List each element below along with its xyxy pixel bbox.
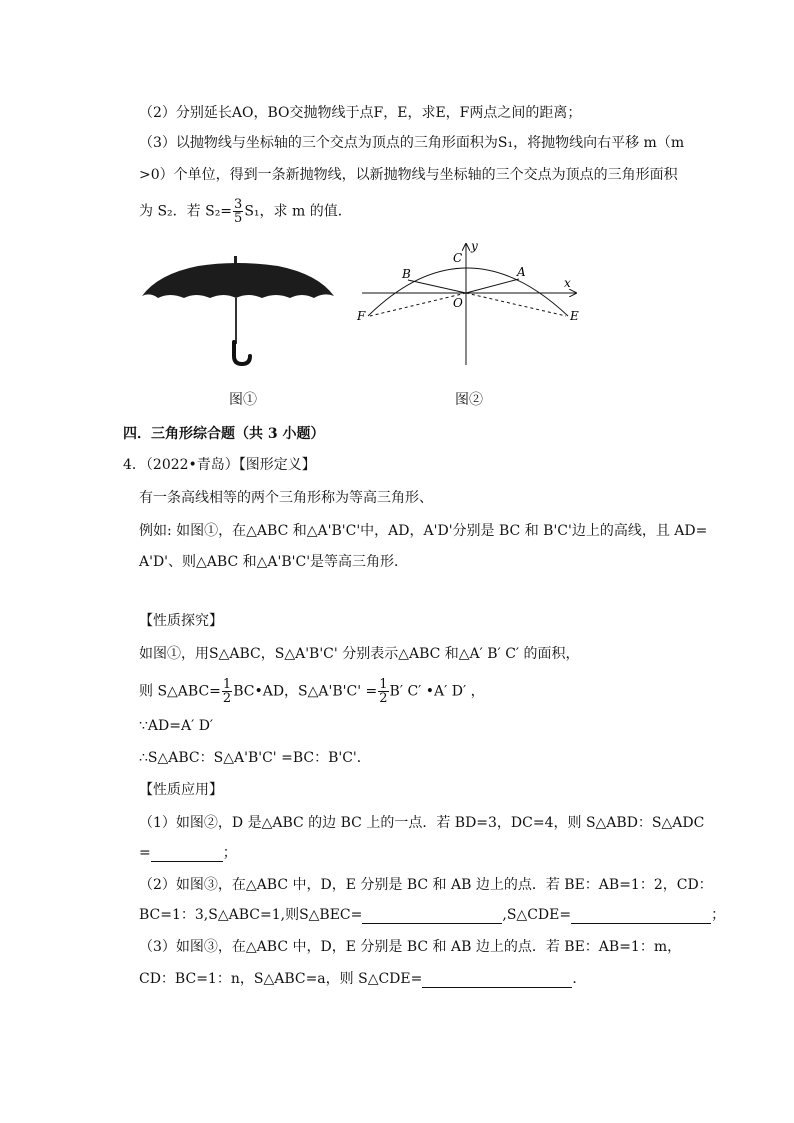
q3-part3-line1: （3）以抛物线与坐标轴的三个交点为顶点的三角形面积为S₁，将抛物线向右平移 m（m xyxy=(139,135,685,151)
explore-line2-pre: 则 S△ABC= xyxy=(139,683,221,700)
apply-2-line2 xyxy=(139,906,725,924)
label-F: F xyxy=(357,309,366,323)
apply-2-end: ； xyxy=(711,907,726,923)
q4-example-line1: 例如: 如图①，在△ABC 和△A'B'C'中，AD，A'D'分别是 BC 和 B'C'边上的高线，且 AD= xyxy=(139,523,708,539)
apply-3-line2 xyxy=(139,970,586,988)
answer-blank-3[interactable] xyxy=(422,973,572,988)
apply-1-line1: （1）如图②，D 是△ABC 的边 BC 上的一点．若 BD=3，DC=4，则 S△ABD：S△ADC xyxy=(139,815,705,831)
fraction-three-fifths xyxy=(233,198,243,225)
umbrella-image xyxy=(138,252,338,372)
q3-part3-line3 xyxy=(139,198,352,225)
apply-3-pre: CD：BC=1：n，S△ABC=a，则 S△CDE= xyxy=(139,971,423,987)
answer-blank-2b[interactable] xyxy=(571,909,711,924)
q3-part3-line3-pre: 为 S₂．若 S₂= xyxy=(139,203,233,220)
parabola-diagram xyxy=(356,240,586,368)
fraction-numerator: 1 xyxy=(379,677,388,692)
fraction-denominator: 5 xyxy=(234,211,243,226)
label-x: x xyxy=(564,276,571,290)
apply-3-end: ． xyxy=(572,971,587,987)
apply-1-equals: = xyxy=(139,845,151,861)
apply-2-pre: BC=1：3,S△ABC=1,则S△BEC= xyxy=(139,907,363,923)
segment-OB xyxy=(408,280,466,293)
label-E: E xyxy=(570,309,579,323)
property-apply-title: 【性质应用】 xyxy=(139,782,223,798)
figure-2-caption: 图② xyxy=(455,392,483,408)
apply-2-line1: （2）如图③，在△ABC 中，D，E 分别是 BC 和 AB 边上的点．若 BE：AB=1：2，CD： xyxy=(139,877,713,893)
umbrella-handle xyxy=(234,342,250,364)
apply-1-line2 xyxy=(139,844,237,862)
label-A: A xyxy=(517,265,526,279)
fraction-denominator: 2 xyxy=(379,691,388,706)
figure-1-caption: 图① xyxy=(229,392,257,408)
fraction-numerator: 1 xyxy=(222,677,232,692)
label-B: B xyxy=(402,267,411,281)
explore-line1: 如图①，用S△ABC，S△A'B'C' 分别表示△ABC 和△A′ B′ C′ 的面积， xyxy=(139,646,580,662)
fraction-one-half xyxy=(222,678,232,705)
apply-1-end: ； xyxy=(222,845,237,861)
explore-line2 xyxy=(139,678,485,705)
q4-source: 4．（2022•青岛）【图形定义】 xyxy=(123,457,316,473)
answer-blank-1[interactable] xyxy=(151,847,223,862)
explore-line4: ∴S△ABC：S△A'B'C' =BC：B'C'． xyxy=(139,750,371,766)
umbrella-canopy xyxy=(142,263,334,298)
fraction-one-half-2 xyxy=(378,678,388,705)
explore-line2-post: B′ C′ •A′ D′ ， xyxy=(389,683,485,700)
q4-example-line2: A'D'、则△ABC 和△A'B'C'是等高三角形． xyxy=(139,554,409,570)
umbrella-shaft xyxy=(235,298,237,344)
q3-part3-line3-post: S₁，求 m 的值． xyxy=(244,203,352,220)
segment-OE-dashed xyxy=(466,293,566,316)
property-explore-title: 【性质探究】 xyxy=(139,613,223,629)
q3-part3-line2: >0）个单位，得到一条新抛物线，以新抛物线与坐标轴的三个交点为顶点的三角形面积 xyxy=(139,167,678,183)
label-O: O xyxy=(453,296,463,310)
fraction-numerator: 3 xyxy=(234,197,243,212)
apply-2-mid: ,S△CDE= xyxy=(502,907,572,923)
label-C: C xyxy=(453,251,463,265)
q3-part2: （2）分别延长AO，BO交抛物线于点F，E，求E，F两点之间的距离； xyxy=(139,105,582,121)
label-y: y xyxy=(471,240,478,253)
fraction-denominator: 2 xyxy=(222,691,232,706)
segment-OA xyxy=(466,279,519,293)
answer-blank-2a[interactable] xyxy=(362,909,502,924)
section-heading: 四．三角形综合题（共 3 小题） xyxy=(123,426,325,442)
explore-line2-mid: BC•AD，S△A'B'C' = xyxy=(233,683,378,700)
q4-definition: 有一条高线相等的两个三角形称为等高三角形、 xyxy=(139,490,433,506)
apply-3-line1: （3）如图③，在△ABC 中，D，E 分别是 BC 和 AB 边上的点．若 BE：AB=1：m， xyxy=(139,939,682,955)
explore-line3: ∵AD=A′ D′ xyxy=(139,718,214,734)
segment-OF-dashed xyxy=(370,293,466,316)
